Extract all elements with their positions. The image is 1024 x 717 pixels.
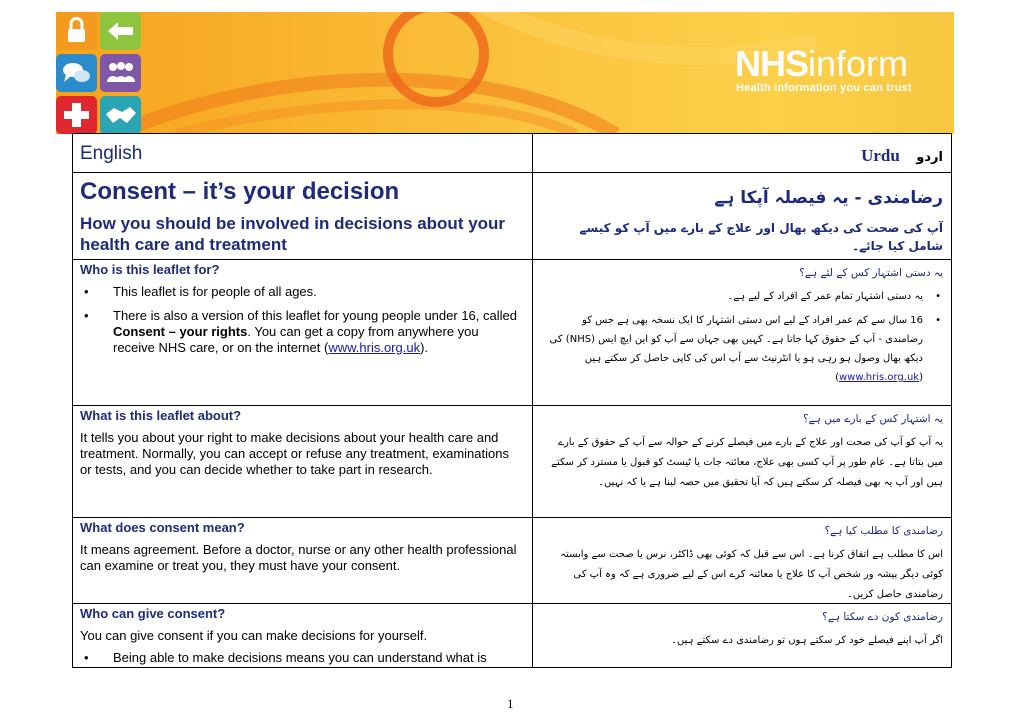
urdu-label-latin: Urdu — [861, 146, 900, 165]
section-heading-urdu: رضامندی کون دے سکتا ہے؟ — [822, 611, 943, 623]
hris-link-urdu[interactable]: www.hris.org.uk — [838, 372, 920, 383]
paragraph: It means agreement. Before a doctor, nurse or any other health professional can examine or treat you, they must have your consent. — [80, 542, 517, 573]
handshake-icon — [100, 96, 141, 134]
people-icon — [100, 54, 141, 92]
hris-link[interactable]: www.hris.org.uk — [328, 340, 421, 355]
urdu-label-native: اردو — [916, 150, 943, 165]
section-who-consent-en — [73, 604, 532, 667]
page-title-urdu: رضامندی - یہ فیصلہ آپکا ہے — [714, 188, 943, 208]
section-consent-meaning-en — [73, 518, 532, 603]
nhs-inform-logo: NHSinform — [735, 43, 909, 84]
paragraph-urdu: اس کا مطلب ہے اتفاق کرنا ہے۔ اس سے قبل کہ کوئی بھی ڈاکٹر، نرس یا صحت سے وابستہ کوئی دیگر پیشہ ور شخص آپ کا علاج یا معائنہ کرے اس کے لیے ضروری ہے کہ وہ آپ کی رضامندی حاصل کریں۔ — [560, 549, 943, 600]
section-heading-urdu: رضامندی کا مطلب کیا ہے؟ — [824, 525, 943, 537]
back-arrow-icon — [100, 12, 141, 50]
section-who-for-en — [73, 260, 532, 405]
title-cell-en — [73, 173, 532, 259]
list-item: • Being able to make decisions means you can understand what is — [84, 650, 487, 665]
section-who-for-ur — [533, 260, 951, 405]
header-banner — [56, 12, 954, 134]
paragraph: You can give consent if you can make decisions for yourself. — [80, 628, 428, 643]
section-about-ur — [533, 406, 951, 517]
plus-icon — [56, 96, 97, 134]
list-item: • یہ دستی اشتہار تمام عمر کے افراد کے لیے ہے۔ — [727, 291, 941, 302]
list-item: • 16 سال سے کم عمر افراد کے لیے اس دستی اشتہار کا ایک نسخہ بھی ہے جس کو رضامندی - آپ کے حقوق کہا جاتا ہے۔ کہیں بھی جہاں سے آپ کو این ایچ ایس (NHS) کی دیکھ بھال وصول ہو رہی ہو یا انٹرنیٹ سے آپ اس کی کاپی حاصل کر سکتے ہیں (www.hris.org.uk) — [549, 315, 941, 383]
chat-icon — [56, 54, 97, 92]
language-label-urdu — [533, 134, 951, 172]
page-title: Consent – it’s your decision — [80, 178, 400, 205]
page-number: 1 — [507, 696, 514, 711]
paragraph-urdu: اگر آپ اپنے فیصلے خود کر سکتے ہوں تو رضامندی دے سکتے ہیں۔ — [671, 635, 943, 646]
section-consent-meaning-ur — [533, 518, 951, 603]
title-cell-ur — [533, 173, 951, 259]
bullet-list — [80, 650, 524, 666]
section-heading: What is this leaflet about? — [80, 408, 242, 423]
list-item: • There is also a version of this leaflet for young people under 16, called Consent – your rights. You can get a copy from anywhere you receive NHS care, or on the internet (www.hris.org.uk). — [84, 308, 517, 355]
lock-icon — [56, 12, 97, 50]
page-subtitle: How you should be involved in decisions about your health care and treatment — [80, 214, 506, 254]
list-item: • This leaflet is for people of all ages. — [84, 284, 317, 299]
bullet-list-urdu — [543, 287, 943, 387]
paragraph-urdu: یہ آپ کو آپ کی صحت اور علاج کے بارے میں فیصلے کرنے کے حوالہ سے آپ کے حقوق کے بارے میں بتاتا ہے۔ عام طور پر آپ کسی بھی علاج، معائنہ جات یا ٹیسٹ کو قبول یا مسترد کر سکتے ہیں اور آپ یہ بھی فیصلہ کر سکتے ہیں کہ آیا تحقیق میں حصہ لینا ہے یا کہ نہیں۔ — [551, 437, 943, 488]
section-heading-urdu: یہ اشتہار کس کے بارے میں ہے؟ — [803, 413, 943, 425]
bilingual-table — [72, 133, 952, 668]
section-heading-urdu: یہ دستی اشتہار کس کے لئے ہے؟ — [799, 267, 943, 279]
logo-tagline: Health information you can trust — [736, 82, 912, 94]
section-who-consent-ur — [533, 604, 951, 667]
bullet-list — [80, 284, 524, 356]
section-heading: Who can give consent? — [80, 606, 226, 621]
language-label-english: English — [80, 143, 143, 164]
section-heading: Who is this leaflet for? — [80, 262, 220, 277]
paragraph: It tells you about your right to make decisions about your health care and treatment. Normally, you can accept or refuse any treatment, examinations or tests, and you can decide whether to take part in research. — [80, 430, 509, 477]
section-about-en — [73, 406, 532, 517]
page-subtitle-urdu: آپ کی صحت کی دیکھ بھال اور علاج کے بارے میں آپ کو کیسے شامل کیا جائے۔ — [579, 221, 943, 253]
section-heading: What does consent mean? — [80, 520, 245, 535]
